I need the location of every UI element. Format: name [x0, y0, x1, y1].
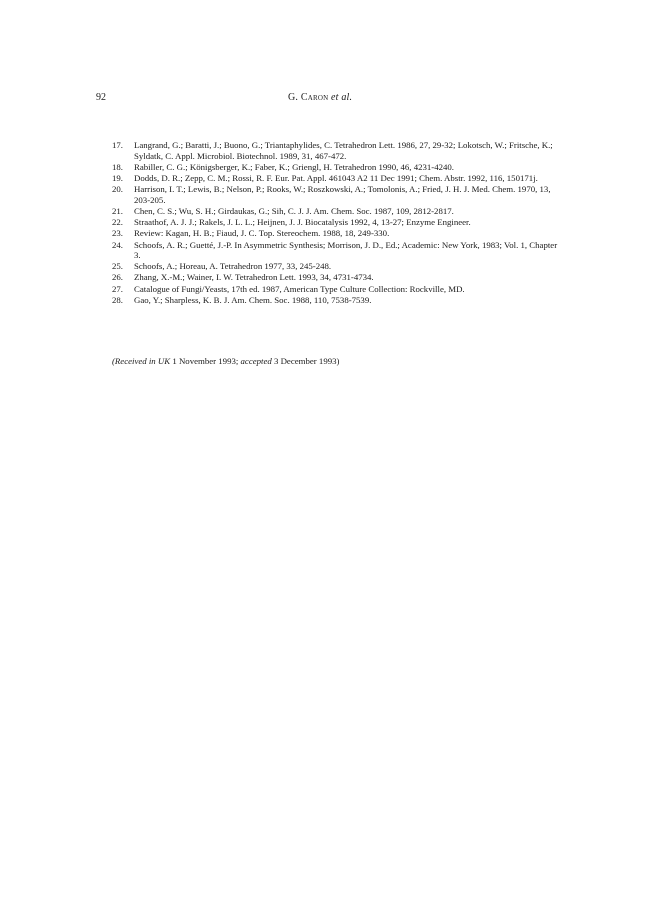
reference-text: Harrison, I. T.; Lewis, B.; Nelson, P.; Rooks, W.; Roszkowski, A.; Tomolonis, A.; Fried, J. H. J. Med. Chem. 1970, 13, 203-205.	[134, 184, 551, 205]
accepted-label: accepted	[240, 356, 272, 366]
reference-text: Straathof, A. J. J.; Rakels, J. L. L.; Heijnen, J. J. Biocatalysis 1992, 4, 13-27; Enzyme Engineer.	[134, 217, 471, 228]
reference-item	[112, 228, 560, 239]
reference-text: Dodds, D. R.; Zepp, C. M.; Rossi, R. F. Eur. Pat. Appl. 461043 A2 11 Dec 1991; Chem. Abstr. 1992, 116, 150171j.	[134, 172, 538, 183]
running-head-etal: et al.	[331, 92, 353, 103]
reference-number: 27.	[112, 283, 123, 294]
reference-text: Gao, Y.; Sharpless, K. B. J. Am. Chem. Soc. 1988, 110, 7538-7539.	[134, 294, 372, 305]
page-number: 92	[96, 92, 106, 103]
received-date: 1 November 1993;	[172, 356, 239, 366]
reference-item	[112, 261, 560, 272]
reference-number: 28.	[112, 294, 123, 305]
reference-text: Catalogue of Fungi/Yeasts, 17th ed. 1987, American Type Culture Collection: Rockville, MD.	[134, 283, 465, 294]
running-head-author: G. Caron	[288, 92, 329, 103]
reference-item	[112, 272, 560, 283]
reference-item	[112, 206, 560, 217]
reference-number: 19.	[112, 172, 123, 183]
reference-item	[112, 295, 560, 306]
running-head	[288, 92, 352, 103]
reference-text: Schoofs, A.; Horeau, A. Tetrahedron 1977, 33, 245-248.	[134, 261, 332, 272]
reference-text: Review: Kagan, H. B.; Fiaud, J. C. Top. Stereochem. 1988, 18, 249-330.	[134, 228, 390, 239]
reference-number: 26.	[112, 272, 123, 283]
reference-item	[112, 284, 560, 295]
accepted-date: 3 December 1993)	[273, 356, 340, 366]
reference-text: Chen, C. S.; Wu, S. H.; Girdaukas, G.; Sih, C. J. J. Am. Chem. Soc. 1987, 109, 2812-2817.	[134, 205, 454, 216]
reference-number: 18.	[112, 161, 123, 172]
received-prefix: (Received in UK	[112, 356, 171, 366]
reference-text: Rabiller, C. G.; Königsberger, K.; Faber, K.; Griengl, H. Tetrahedron 1990, 46, 4231-4240.	[134, 161, 455, 172]
reference-item	[112, 184, 560, 205]
reference-number: 24.	[112, 239, 123, 250]
reference-number: 20.	[112, 184, 123, 195]
reference-number: 23.	[112, 228, 123, 239]
reference-item	[112, 240, 560, 261]
reference-item	[112, 217, 560, 228]
reference-number: 17.	[112, 140, 123, 150]
reference-number: 21.	[112, 205, 123, 216]
received-note	[112, 356, 339, 366]
reference-number: 25.	[112, 261, 123, 272]
reference-item	[112, 173, 560, 184]
reference-text: Zhang, X.-M.; Wainer, I. W. Tetrahedron Lett. 1993, 34, 4731-4734.	[134, 272, 374, 283]
reference-item	[112, 140, 560, 161]
reference-text: Schoofs, A. R.; Guetté, J.-P. In Asymmetric Synthesis; Morrison, J. D., Ed.; Academic: New York, 1983; Vol. 1, Chapter 3.	[134, 239, 558, 261]
reference-text: Langrand, G.; Baratti, J.; Buono, G.; Triantaphylides, C. Tetrahedron Lett. 1986, 27, 29-32; Lokotsch, W.; Fritsche, K.; Syldatk, C. Appl. Microbiol. Biotechnol. 1989, 31, 467-472.	[134, 140, 553, 161]
references-list	[112, 140, 560, 306]
reference-number: 22.	[112, 217, 123, 228]
reference-item	[112, 162, 560, 173]
